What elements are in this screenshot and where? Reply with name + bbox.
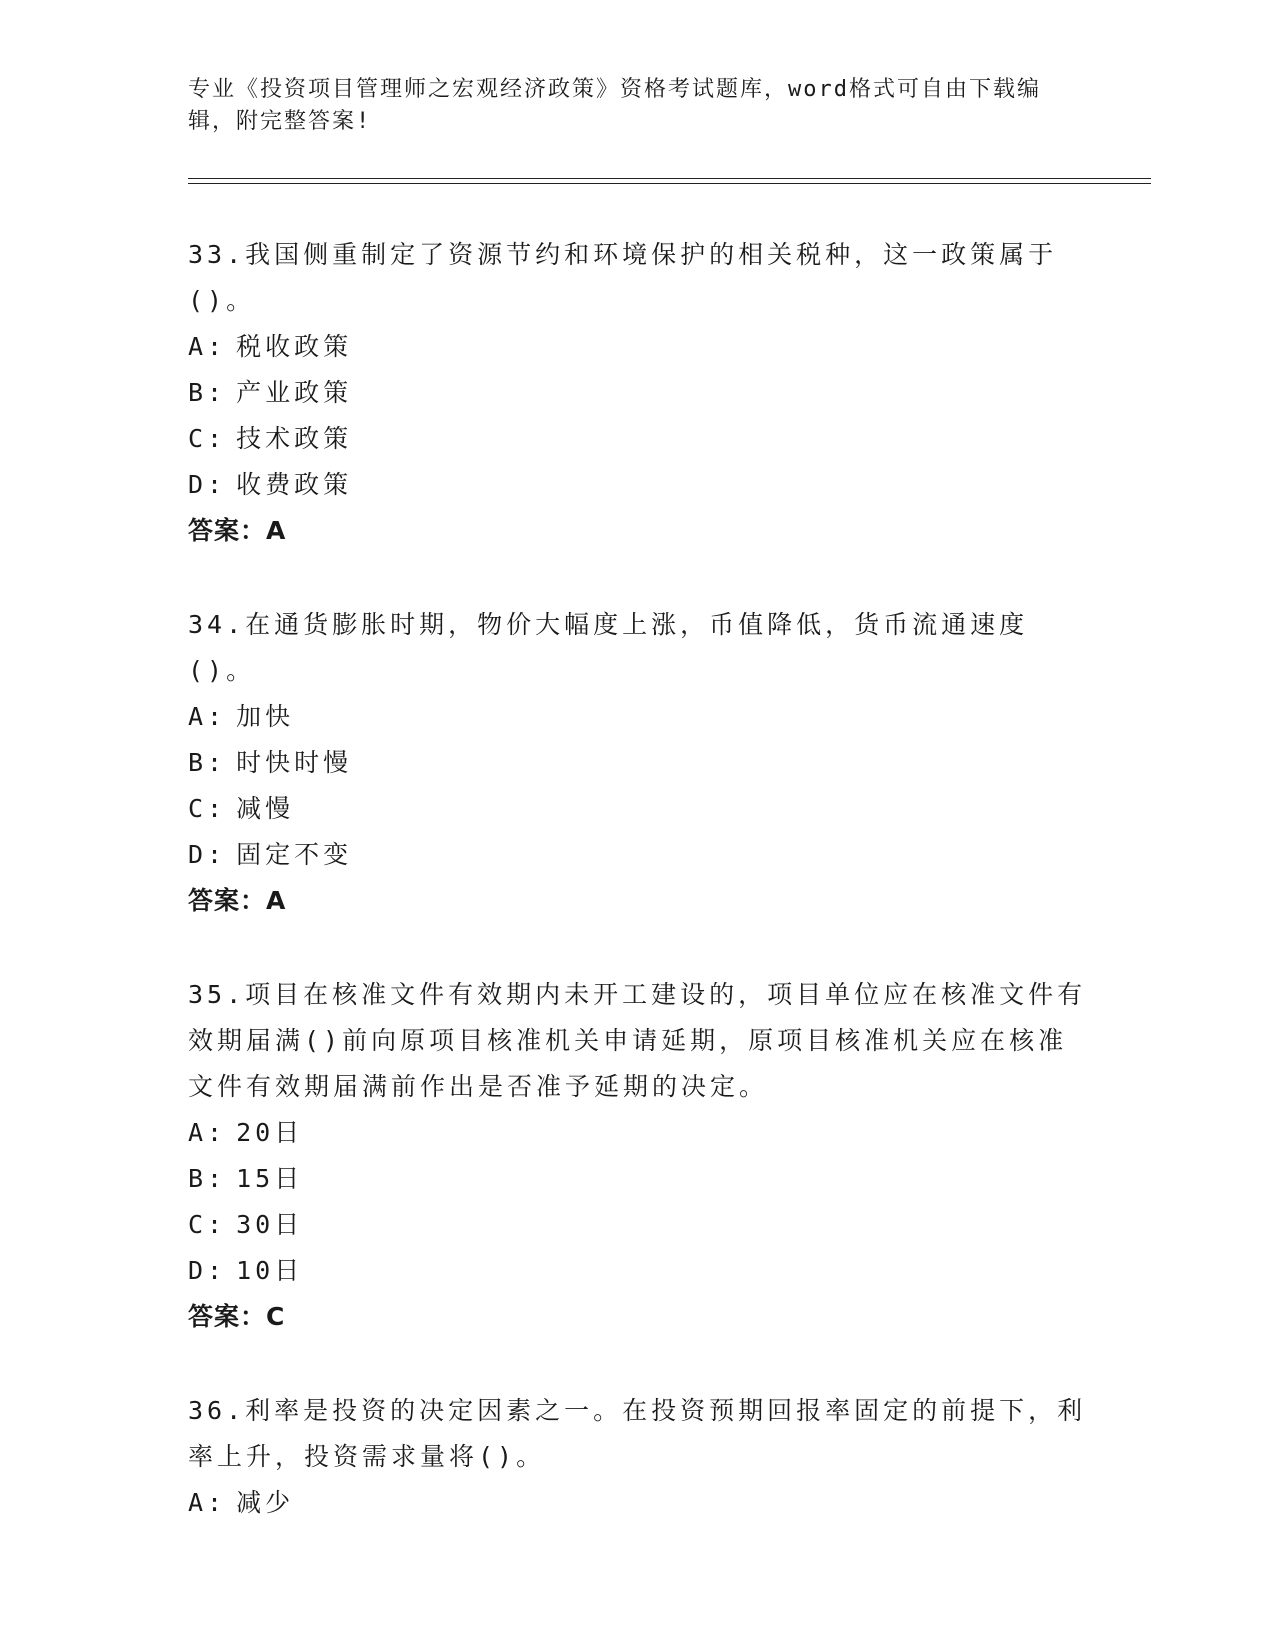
option-key: C:: [188, 794, 227, 823]
answer-line: 答案：A: [188, 886, 287, 915]
option-d: [188, 1248, 1088, 1294]
option-text: 30日: [236, 1210, 304, 1239]
option-text: 收费政策: [236, 470, 353, 499]
option-text: 技术政策: [236, 424, 353, 453]
question-36: [188, 1388, 1088, 1526]
question-stem: 33.我国侧重制定了资源节约和环境保护的相关税种，这一政策属于()。: [188, 240, 1058, 315]
document-header: 专业《投资项目管理师之宏观经济政策》资格考试题库，word格式可自由下载编辑，附完整答案!: [188, 77, 1041, 134]
option-key: A:: [188, 1488, 227, 1517]
question-33: [188, 232, 1088, 554]
question-stem: 34.在通货膨胀时期，物价大幅度上涨，币值降低，货币流通速度()。: [188, 610, 1029, 685]
option-text: 产业政策: [236, 378, 353, 407]
option-text: 加快: [236, 702, 295, 731]
option-text: 固定不变: [236, 840, 353, 869]
option-d: [188, 832, 1088, 878]
option-a: [188, 694, 1088, 740]
option-key: C:: [188, 1210, 227, 1239]
option-text: 税收政策: [236, 332, 353, 361]
option-key: D:: [188, 470, 227, 499]
option-text: 10日: [236, 1256, 304, 1285]
option-key: B:: [188, 748, 227, 777]
question-stem: 36.利率是投资的决定因素之一。在投资预期回报率固定的前提下，利率上升，投资需求量将()。: [188, 1396, 1087, 1471]
question-35: [188, 972, 1088, 1340]
option-c: [188, 416, 1088, 462]
answer-line: 答案：A: [188, 516, 287, 545]
option-b: [188, 740, 1088, 786]
option-c: [188, 1202, 1088, 1248]
option-key: B:: [188, 1164, 227, 1193]
option-key: D:: [188, 840, 227, 869]
header-rule-bottom: [188, 183, 1151, 184]
question-stem: 35.项目在核准文件有效期内未开工建设的，项目单位应在核准文件有效期届满()前向原项目核准机关申请延期，原项目核准机关应在核准文件有效期届满前作出是否准予延期的决定。: [188, 980, 1087, 1101]
question-34: [188, 602, 1088, 924]
answer-line: 答案：C: [188, 1302, 286, 1331]
header-rule-top: [188, 178, 1151, 179]
option-b: [188, 1156, 1088, 1202]
option-text: 减少: [236, 1488, 295, 1517]
option-key: A:: [188, 702, 227, 731]
option-text: 20日: [236, 1118, 304, 1147]
option-key: C:: [188, 424, 227, 453]
option-key: A:: [188, 1118, 227, 1147]
option-a: [188, 324, 1088, 370]
option-d: [188, 462, 1088, 508]
option-key: A:: [188, 332, 227, 361]
option-a: [188, 1480, 1088, 1526]
option-c: [188, 786, 1088, 832]
option-a: [188, 1110, 1088, 1156]
option-text: 减慢: [236, 794, 295, 823]
option-text: 15日: [236, 1164, 304, 1193]
option-key: D:: [188, 1256, 227, 1285]
option-key: B:: [188, 378, 227, 407]
question-list: [188, 232, 1088, 1574]
option-b: [188, 370, 1088, 416]
option-text: 时快时慢: [236, 748, 353, 777]
